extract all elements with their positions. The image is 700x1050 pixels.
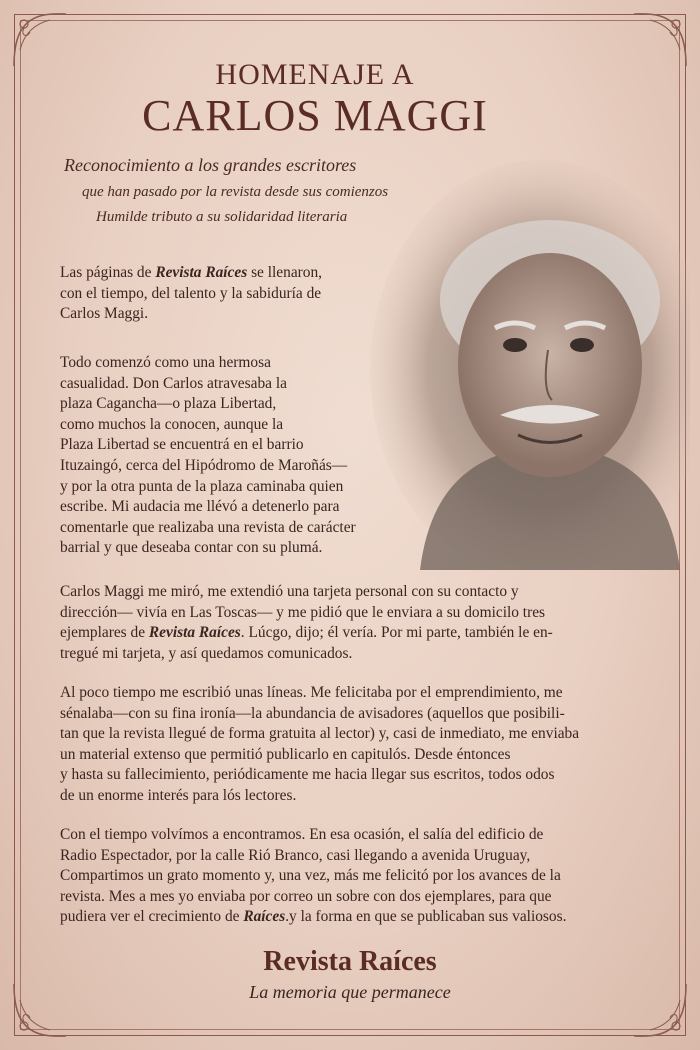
- text-line: tan que la revista llegué de forma gratuita al lector) y, casi de inmediato, me enviaba: [60, 725, 580, 743]
- footer-title: Revista Raíces: [263, 946, 437, 977]
- text-line: comentarle que realizaba una revista de carácter: [60, 518, 356, 536]
- text-line: y por la otra punta de la plaza caminaba quien: [60, 477, 344, 495]
- text-line: casualidad. Don Carlos atravesaba la: [60, 374, 287, 392]
- text-line: escribe. Mi audacia me llévó a detenerlo para: [60, 498, 340, 516]
- text-line: dirección— vivía en Las Toscas— y me pidió que le enviara a su domicilo tres: [60, 603, 546, 621]
- text-line: Carlos Maggi.: [60, 305, 149, 323]
- subtitle-2: que han pasado por la revista desde sus comienzos: [82, 184, 389, 200]
- text-line: un material extenso que permitió publicarlo en capitulós. Desde éntonces: [60, 745, 511, 763]
- text-line: y hasta su fallecimiento, periódicamente me hacia llegar sus escritos, todos odos: [60, 766, 555, 784]
- text-line: como muchos la conocen, aunque la: [60, 415, 284, 433]
- subtitle-1: Reconocimiento a los grandes escritores: [64, 155, 357, 175]
- text-line: Radio Espectador, por la calle Rió Branco, casi llegando a avenida Uruguay,: [60, 846, 531, 864]
- text-line: Todo comenzó como una hermosa: [60, 354, 271, 371]
- page-title-line2: CARLOS MAGGI: [142, 91, 488, 140]
- text: pudiera ver el crecimiento de: [60, 908, 244, 926]
- paragraph-5: [60, 825, 650, 928]
- text-line: Con el tiempo volvímos a encontramos. En esa ocasión, el salía del edificio de: [60, 826, 544, 843]
- paragraph-2: [60, 353, 380, 559]
- text-line: de un enorme interés para lós lectores.: [60, 786, 297, 804]
- text-line: revista. Mes a mes yo enviaba por correo un sobre con dos ejemplares, para que: [60, 887, 552, 905]
- text-line: Ituzaingó, cerca del Hipódromo de Maroñás—: [60, 456, 348, 474]
- corner-ornament-icon: [630, 10, 690, 70]
- paragraph-4: [60, 683, 650, 807]
- magazine-name: Revista Raíces: [155, 264, 248, 281]
- text-line: barrial y que deseaba contar con su plumá.: [60, 539, 323, 557]
- text: Las páginas de: [60, 264, 156, 281]
- text-line: plaza Cagancha—o plaza Libertad,: [60, 395, 277, 413]
- magazine-name: Revista Raíces: [148, 624, 241, 642]
- paragraph-3: [60, 582, 650, 664]
- text: .y la forma en que se publicaban sus valiosos.: [285, 908, 567, 926]
- text-line: sénalaba—con su fina ironía—la abundancia de avisadores (aquellos que posibili-: [60, 704, 565, 722]
- text: . Lúcgo, dijo; él vería. Por mi parte, también le en-: [240, 624, 553, 642]
- portrait-photo: [360, 150, 690, 570]
- text-line: Plaza Libertad se encuentrá en el barrio: [60, 436, 304, 454]
- magazine-name: Raíces: [243, 908, 286, 926]
- paragraph-1: [60, 263, 390, 325]
- text-line: tregué mi tarjeta, y así quedamos comunicados.: [60, 644, 353, 662]
- page-title-line1: HOMENAJE A: [215, 58, 415, 91]
- text-line: Carlos Maggi me miró, me extendió una tarjeta personal con su contacto y: [60, 583, 519, 600]
- footer-tagline: La memoria que permanece: [249, 982, 451, 1002]
- text-line: Al poco tiempo me escribió unas líneas. Me felicitaba por el emprendimiento, me: [60, 684, 563, 701]
- text: se llenaron,: [247, 264, 323, 281]
- text-line: Compartimos un grato momento y, una vez, más me felicitó por los avances de la: [60, 867, 561, 885]
- text: ejemplares de: [60, 624, 149, 642]
- subtitle-3: Humilde tributo a su solidaridad literaria: [96, 209, 348, 225]
- text-line: con el tiempo, del talento y la sabiduría de: [60, 284, 322, 302]
